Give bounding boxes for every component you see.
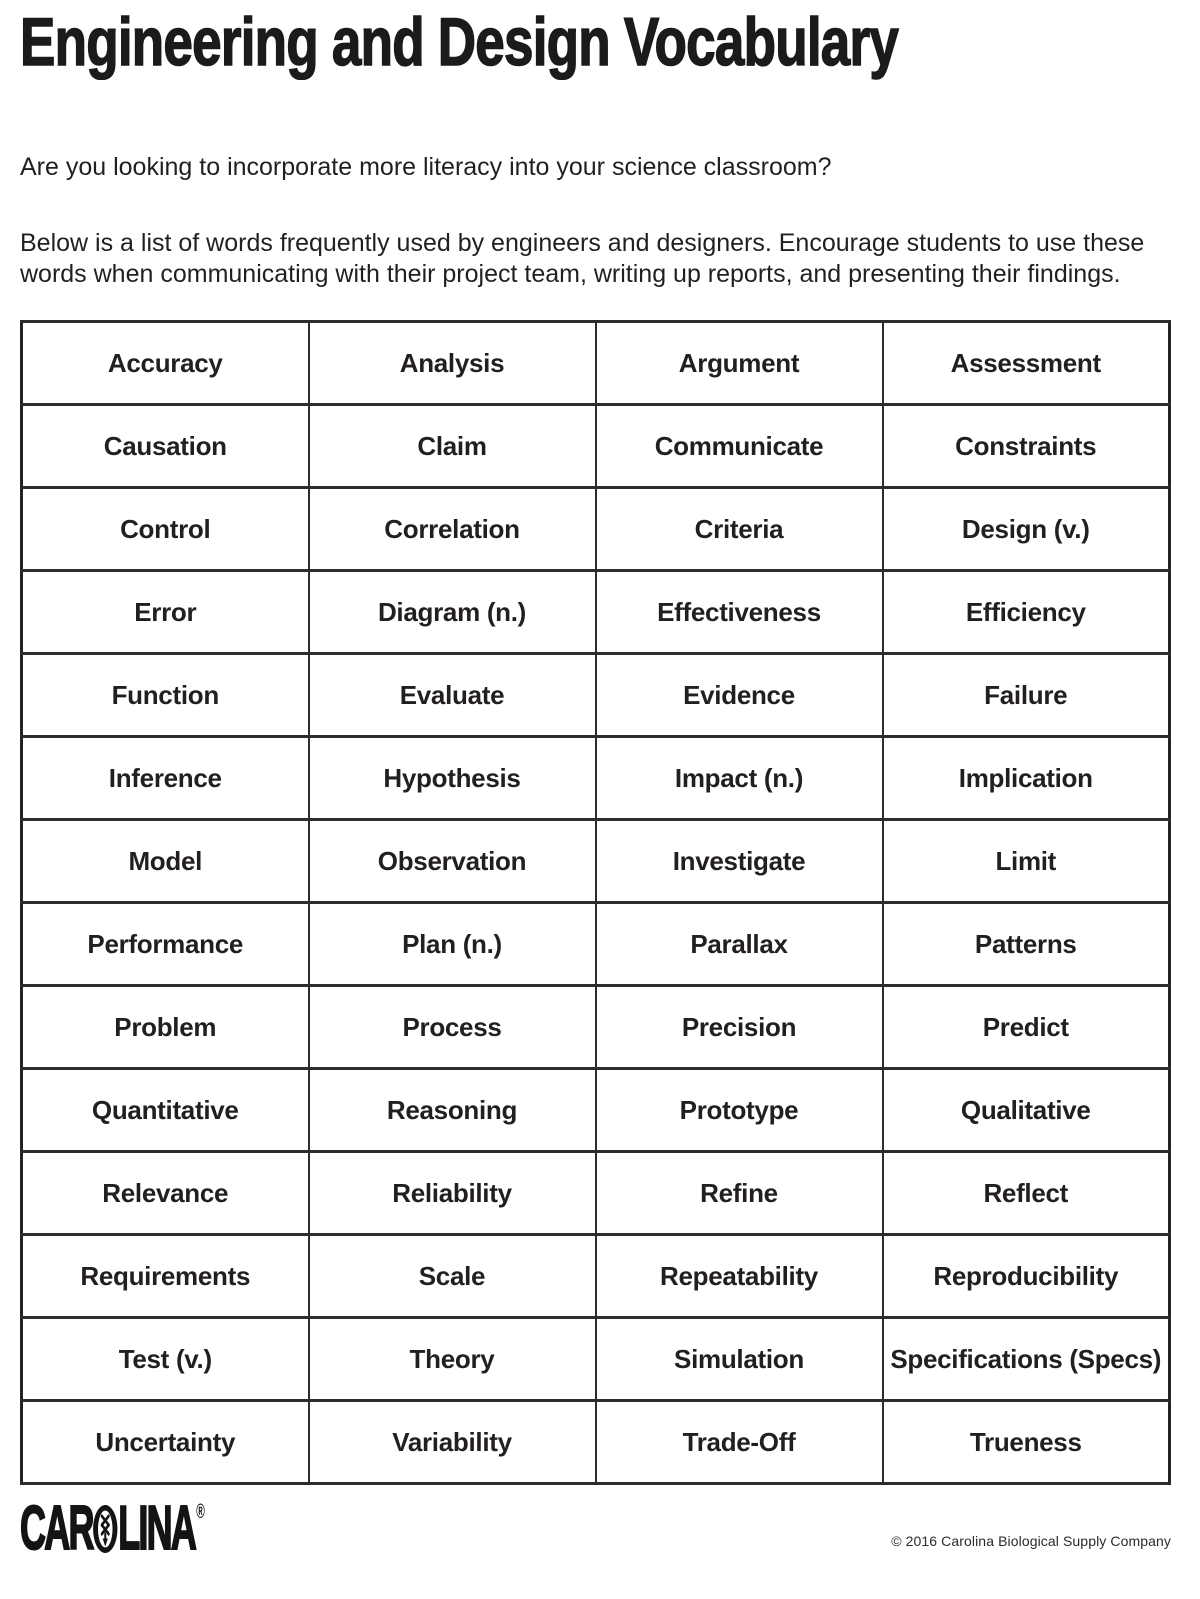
vocab-cell: Criteria xyxy=(596,488,883,571)
vocab-cell: Repeatability xyxy=(596,1235,883,1318)
vocab-cell: Scale xyxy=(309,1235,596,1318)
page-footer xyxy=(20,1494,1171,1563)
registered-mark: ® xyxy=(196,1501,205,1523)
intro-paragraph: Below is a list of words frequently used by engineers and designers. Encourage students to use these words when communicating with their project team, writing up reports, and presenting their findings. xyxy=(20,229,1145,288)
vocab-cell: Quantitative xyxy=(22,1069,309,1152)
vocab-cell: Prototype xyxy=(596,1069,883,1152)
vocab-cell: Control xyxy=(22,488,309,571)
dna-o-icon xyxy=(92,1504,119,1554)
table-row xyxy=(22,488,1170,571)
logo-text-left: CAR xyxy=(20,1494,93,1563)
vocab-cell: Specifications (Specs) xyxy=(883,1318,1170,1401)
vocab-cell: Limit xyxy=(883,820,1170,903)
vocab-cell: Process xyxy=(309,986,596,1069)
vocab-cell: Design (v.) xyxy=(883,488,1170,571)
vocab-cell: Diagram (n.) xyxy=(309,571,596,654)
vocab-cell: Reliability xyxy=(309,1152,596,1235)
table-row xyxy=(22,1152,1170,1235)
vocab-cell: Performance xyxy=(22,903,309,986)
vocab-cell: Trade-Off xyxy=(596,1401,883,1484)
vocab-cell: Correlation xyxy=(309,488,596,571)
table-row xyxy=(22,903,1170,986)
vocab-cell: Assessment xyxy=(883,322,1170,405)
table-row xyxy=(22,1235,1170,1318)
logo-text-right: LINA xyxy=(118,1494,196,1563)
vocab-cell: Investigate xyxy=(596,820,883,903)
table-row xyxy=(22,654,1170,737)
vocab-cell: Effectiveness xyxy=(596,571,883,654)
vocab-cell: Predict xyxy=(883,986,1170,1069)
vocab-cell: Relevance xyxy=(22,1152,309,1235)
vocab-cell: Problem xyxy=(22,986,309,1069)
vocab-cell: Analysis xyxy=(309,322,596,405)
vocab-cell: Impact (n.) xyxy=(596,737,883,820)
vocab-cell: Reasoning xyxy=(309,1069,596,1152)
vocab-cell: Plan (n.) xyxy=(309,903,596,986)
vocab-cell: Reflect xyxy=(883,1152,1170,1235)
vocab-table xyxy=(20,320,1171,1485)
vocab-cell: Reproducibility xyxy=(883,1235,1170,1318)
vocab-cell: Simulation xyxy=(596,1318,883,1401)
vocab-cell: Precision xyxy=(596,986,883,1069)
vocab-cell: Uncertainty xyxy=(22,1401,309,1484)
table-row xyxy=(22,405,1170,488)
vocab-cell: Accuracy xyxy=(22,322,309,405)
vocab-cell: Evaluate xyxy=(309,654,596,737)
vocab-cell: Model xyxy=(22,820,309,903)
table-row xyxy=(22,571,1170,654)
vocab-cell: Failure xyxy=(883,654,1170,737)
table-row xyxy=(22,1069,1170,1152)
vocab-cell: Requirements xyxy=(22,1235,309,1318)
vocab-cell: Efficiency xyxy=(883,571,1170,654)
carolina-logo xyxy=(20,1494,205,1563)
vocab-cell: Parallax xyxy=(596,903,883,986)
table-row xyxy=(22,1318,1170,1401)
intro-question: Are you looking to incorporate more literacy into your science classroom? xyxy=(20,153,832,181)
vocab-cell: Variability xyxy=(309,1401,596,1484)
vocab-cell: Trueness xyxy=(883,1401,1170,1484)
table-row xyxy=(22,820,1170,903)
vocab-cell: Argument xyxy=(596,322,883,405)
vocab-cell: Theory xyxy=(309,1318,596,1401)
vocab-cell: Evidence xyxy=(596,654,883,737)
table-row xyxy=(22,1401,1170,1484)
page-title: Engineering and Design Vocabulary xyxy=(20,4,899,80)
vocab-cell: Error xyxy=(22,571,309,654)
copyright-text: © 2016 Carolina Biological Supply Company xyxy=(891,1533,1171,1549)
vocab-cell: Communicate xyxy=(596,405,883,488)
vocab-cell: Function xyxy=(22,654,309,737)
table-row xyxy=(22,737,1170,820)
vocab-cell: Claim xyxy=(309,405,596,488)
vocab-cell: Observation xyxy=(309,820,596,903)
vocab-cell: Causation xyxy=(22,405,309,488)
vocab-cell: Qualitative xyxy=(883,1069,1170,1152)
table-row xyxy=(22,322,1170,405)
vocab-cell: Inference xyxy=(22,737,309,820)
vocab-cell: Constraints xyxy=(883,405,1170,488)
table-row xyxy=(22,986,1170,1069)
vocab-cell: Refine xyxy=(596,1152,883,1235)
vocab-table-body xyxy=(22,322,1170,1484)
vocab-cell: Test (v.) xyxy=(22,1318,309,1401)
vocab-cell: Patterns xyxy=(883,903,1170,986)
vocab-cell: Implication xyxy=(883,737,1170,820)
vocab-cell: Hypothesis xyxy=(309,737,596,820)
